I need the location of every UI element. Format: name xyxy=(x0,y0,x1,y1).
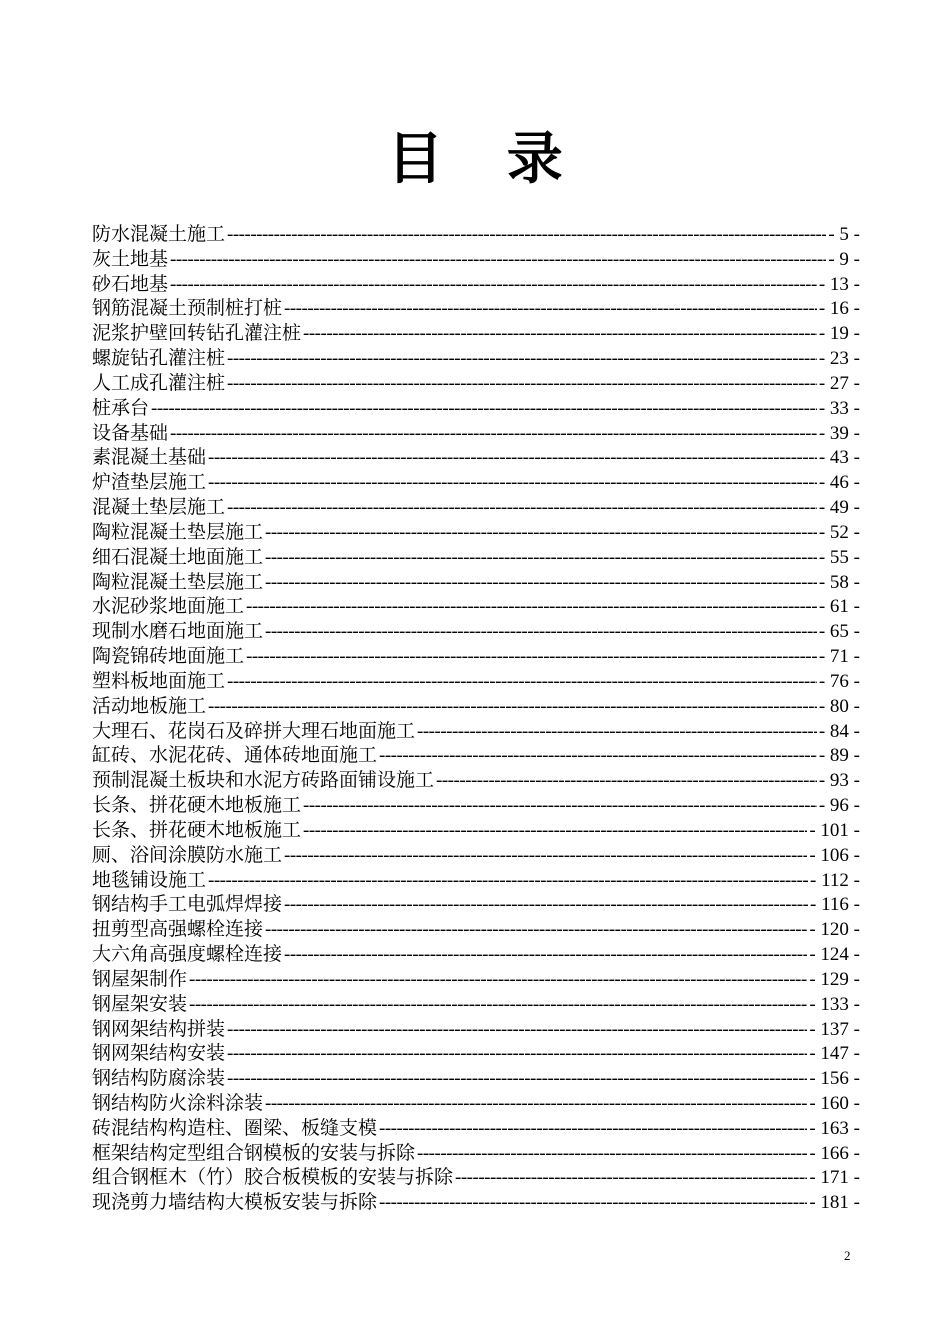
toc-leader-dashes xyxy=(265,571,817,596)
toc-entry-page: - 19 - xyxy=(818,323,860,345)
toc-entry-page: - 5 - xyxy=(828,224,860,245)
toc-leader-dashes xyxy=(379,1117,807,1142)
toc-entry-title: 组合钢框木（竹）胶合板模板的安装与拆除 xyxy=(92,1166,454,1189)
toc-entry-title: 长条、拼花硬木地板施工 xyxy=(92,818,302,841)
toc-entry-title: 扭剪型高强螺栓连接 xyxy=(92,918,264,941)
toc-entry[interactable] xyxy=(92,495,860,520)
toc-entry[interactable] xyxy=(92,371,860,396)
toc-leader-dashes xyxy=(265,521,817,546)
toc-entry-title: 泥浆护壁回转钻孔灌注桩 xyxy=(92,322,302,345)
toc-leader-dashes xyxy=(227,223,826,248)
toc-leader-dashes xyxy=(284,943,807,968)
toc-entry-page: - 55 - xyxy=(818,546,860,568)
toc-entry-title: 人工成孔灌注桩 xyxy=(92,371,226,394)
toc-entry-title: 大六角高强度螺栓连接 xyxy=(92,943,283,966)
toc-leader-dashes xyxy=(436,769,817,794)
toc-entry-page: - 71 - xyxy=(818,646,860,668)
toc-entry-page: - 93 - xyxy=(818,770,860,792)
toc-entry-page: - 39 - xyxy=(818,422,860,444)
toc-entry-title: 钢网架结构安装 xyxy=(92,1042,226,1065)
toc-entry[interactable] xyxy=(92,470,860,495)
toc-entry-page: - 13 - xyxy=(818,273,860,295)
toc-entry-page: - 156 - xyxy=(809,1068,860,1090)
toc-entry[interactable] xyxy=(92,445,860,470)
toc-entry-title: 钢结构防腐涂装 xyxy=(92,1067,226,1090)
toc-leader-dashes xyxy=(265,1092,807,1117)
toc-entry[interactable] xyxy=(92,644,860,669)
toc-entry-title: 水泥砂浆地面施工 xyxy=(92,595,245,618)
toc-entry-page: - 101 - xyxy=(809,819,860,841)
toc-leader-dashes xyxy=(303,819,807,844)
toc-leader-dashes xyxy=(265,546,817,571)
toc-entry[interactable] xyxy=(92,868,860,893)
toc-entry-title: 地毯铺设施工 xyxy=(92,868,207,891)
toc-entry-page: - 160 - xyxy=(809,1092,860,1114)
toc-entry[interactable] xyxy=(92,1165,860,1190)
toc-leader-dashes xyxy=(170,248,826,273)
toc-entry-title: 框架结构定型组合钢模板的安装与拆除 xyxy=(92,1141,416,1164)
toc-entry[interactable] xyxy=(92,1091,860,1116)
toc-entry-page: - 96 - xyxy=(818,795,860,817)
toc-entry-title: 螺旋钻孔灌注桩 xyxy=(92,347,226,370)
toc-entry-page: - 80 - xyxy=(818,695,860,717)
toc-entry[interactable] xyxy=(92,247,860,272)
toc-entry-page: - 124 - xyxy=(809,944,860,966)
toc-entry[interactable] xyxy=(92,967,860,992)
toc-entry[interactable] xyxy=(92,669,860,694)
toc-entry[interactable] xyxy=(92,1066,860,1091)
toc-leader-dashes xyxy=(208,471,817,496)
toc-entry[interactable] xyxy=(92,619,860,644)
toc-entry[interactable] xyxy=(92,1190,860,1215)
toc-entry-title: 陶粒混凝土垫层施工 xyxy=(92,570,264,593)
toc-entry[interactable] xyxy=(92,396,860,421)
toc-leader-dashes xyxy=(170,422,817,447)
toc-entry-page: - 52 - xyxy=(818,521,860,543)
toc-entry-title: 活动地板施工 xyxy=(92,694,207,717)
toc-entry[interactable] xyxy=(92,1041,860,1066)
toc-entry-title: 陶粒混凝土垫层施工 xyxy=(92,520,264,543)
page-title: 目 录 xyxy=(387,127,585,192)
toc-entry-page: - 49 - xyxy=(818,497,860,519)
toc-entry-page: - 133 - xyxy=(809,993,860,1015)
toc-entry-title: 厕、浴间涂膜防水施工 xyxy=(92,843,283,866)
toc-entry[interactable] xyxy=(92,1017,860,1042)
toc-leader-dashes xyxy=(265,918,807,943)
toc-leader-dashes xyxy=(265,620,817,645)
toc-entry-page: - 106 - xyxy=(809,844,860,866)
toc-leader-dashes xyxy=(284,297,817,322)
toc-entry-page: - 46 - xyxy=(818,472,860,494)
toc-entry-page: - 120 - xyxy=(809,919,860,941)
toc-entry[interactable] xyxy=(92,694,860,719)
toc-entry-title: 防水混凝土施工 xyxy=(92,223,226,245)
toc-entry-title: 钢屋架制作 xyxy=(92,967,188,990)
toc-entry[interactable] xyxy=(92,992,860,1017)
toc-leader-dashes xyxy=(303,794,817,819)
toc-entry-title: 钢筋混凝土预制桩打桩 xyxy=(92,297,283,320)
toc-leader-dashes xyxy=(417,1142,807,1167)
toc-entry[interactable] xyxy=(92,594,860,619)
toc-entry-title: 砂石地基 xyxy=(92,272,169,295)
toc-entry[interactable] xyxy=(92,545,860,570)
toc-leader-dashes xyxy=(227,1067,807,1092)
toc-entry-page: - 58 - xyxy=(818,571,860,593)
toc-leader-dashes xyxy=(227,670,817,695)
toc-leader-dashes xyxy=(227,1042,807,1067)
toc-entry-title: 缸砖、水泥花砖、通体砖地面施工 xyxy=(92,744,378,767)
toc-entry-title: 塑料板地面施工 xyxy=(92,669,226,692)
toc-entry-page: - 166 - xyxy=(809,1142,860,1164)
page-number: 2 xyxy=(844,1248,851,1263)
toc-entry-title: 桩承台 xyxy=(92,396,150,419)
toc-entry-page: - 33 - xyxy=(818,397,860,419)
toc-entry[interactable] xyxy=(92,793,860,818)
toc-entry-title: 素混凝土基础 xyxy=(92,446,207,469)
toc-entry-page: - 147 - xyxy=(809,1043,860,1065)
toc-entry-title: 大理石、花岗石及碎拼大理石地面施工 xyxy=(92,719,416,742)
toc-leader-dashes xyxy=(379,1191,807,1216)
toc-entry-title: 钢结构防火涂料涂装 xyxy=(92,1091,264,1114)
toc-leader-dashes xyxy=(284,893,808,918)
toc-leader-dashes xyxy=(170,273,817,298)
toc-entry-page: - 61 - xyxy=(818,596,860,618)
toc-leader-dashes xyxy=(208,446,817,471)
toc-entry-page: - 116 - xyxy=(810,894,860,916)
toc-entry[interactable] xyxy=(92,570,860,595)
toc-entry-title: 预制混凝土板块和水泥方砖路面铺设施工 xyxy=(92,769,435,792)
toc-entry-page: - 112 - xyxy=(810,869,860,891)
toc-entry-title: 炉渣垫层施工 xyxy=(92,471,207,494)
toc-entry-title: 混凝土垫层施工 xyxy=(92,496,226,519)
toc-leader-dashes xyxy=(227,347,817,372)
toc-entry[interactable] xyxy=(92,843,860,868)
toc-entry-page: - 16 - xyxy=(818,298,860,320)
table-of-contents xyxy=(92,222,860,1215)
toc-entry-title: 钢屋架安装 xyxy=(92,992,188,1015)
toc-leader-dashes xyxy=(208,869,808,894)
toc-entry-title: 钢结构手工电弧焊焊接 xyxy=(92,893,283,916)
toc-leader-dashes xyxy=(227,496,817,521)
toc-entry[interactable] xyxy=(92,1141,860,1166)
toc-leader-dashes xyxy=(303,322,817,347)
toc-entry[interactable] xyxy=(92,520,860,545)
toc-entry-page: - 171 - xyxy=(809,1167,860,1189)
toc-entry-page: - 65 - xyxy=(818,621,860,643)
toc-entry-title: 设备基础 xyxy=(92,421,169,444)
toc-entry-page: - 23 - xyxy=(818,348,860,370)
toc-entry[interactable] xyxy=(92,818,860,843)
toc-leader-dashes xyxy=(379,744,817,769)
toc-entry-title: 灰土地基 xyxy=(92,247,169,270)
toc-entry-page: - 27 - xyxy=(818,372,860,394)
toc-entry-page: - 76 - xyxy=(818,670,860,692)
toc-entry-page: - 89 - xyxy=(818,745,860,767)
toc-leader-dashes xyxy=(455,1166,807,1191)
toc-leader-dashes xyxy=(227,372,817,397)
toc-leader-dashes xyxy=(208,695,817,720)
toc-entry-title: 砖混结构构造柱、圈梁、板缝支模 xyxy=(92,1116,378,1139)
toc-entry[interactable] xyxy=(92,296,860,321)
toc-entry[interactable] xyxy=(92,719,860,744)
toc-entry-title: 现浇剪力墙结构大模板安装与拆除 xyxy=(92,1191,378,1214)
toc-entry[interactable] xyxy=(92,272,860,297)
toc-entry-page: - 43 - xyxy=(818,447,860,469)
toc-entry-page: - 181 - xyxy=(809,1192,860,1214)
toc-entry[interactable] xyxy=(92,1116,860,1141)
toc-leader-dashes xyxy=(246,595,817,620)
toc-entry[interactable] xyxy=(92,917,860,942)
toc-leader-dashes xyxy=(246,645,817,670)
toc-entry-title: 陶瓷锦砖地面施工 xyxy=(92,645,245,668)
toc-entry[interactable] xyxy=(92,321,860,346)
toc-leader-dashes xyxy=(417,720,817,745)
toc-entry-title: 长条、拼花硬木地板施工 xyxy=(92,794,302,817)
toc-entry[interactable] xyxy=(92,421,860,446)
toc-entry[interactable] xyxy=(92,892,860,917)
toc-entry-page: - 9 - xyxy=(828,248,860,270)
toc-leader-dashes xyxy=(189,993,807,1018)
toc-entry-page: - 163 - xyxy=(809,1117,860,1139)
toc-entry[interactable] xyxy=(92,768,860,793)
toc-leader-dashes xyxy=(189,968,807,993)
toc-entry-page: - 129 - xyxy=(809,968,860,990)
toc-entry[interactable] xyxy=(92,346,860,371)
toc-entry-page: - 84 - xyxy=(818,720,860,742)
toc-leader-dashes xyxy=(151,397,817,422)
toc-leader-dashes xyxy=(227,1018,807,1043)
toc-entry-title: 细石混凝土地面施工 xyxy=(92,545,264,568)
toc-entry-page: - 137 - xyxy=(809,1018,860,1040)
toc-entry[interactable] xyxy=(92,222,860,247)
toc-leader-dashes xyxy=(284,844,807,869)
toc-entry[interactable] xyxy=(92,743,860,768)
toc-entry-title: 钢网架结构拼装 xyxy=(92,1017,226,1040)
toc-entry[interactable] xyxy=(92,942,860,967)
toc-entry-title: 现制水磨石地面施工 xyxy=(92,620,264,643)
